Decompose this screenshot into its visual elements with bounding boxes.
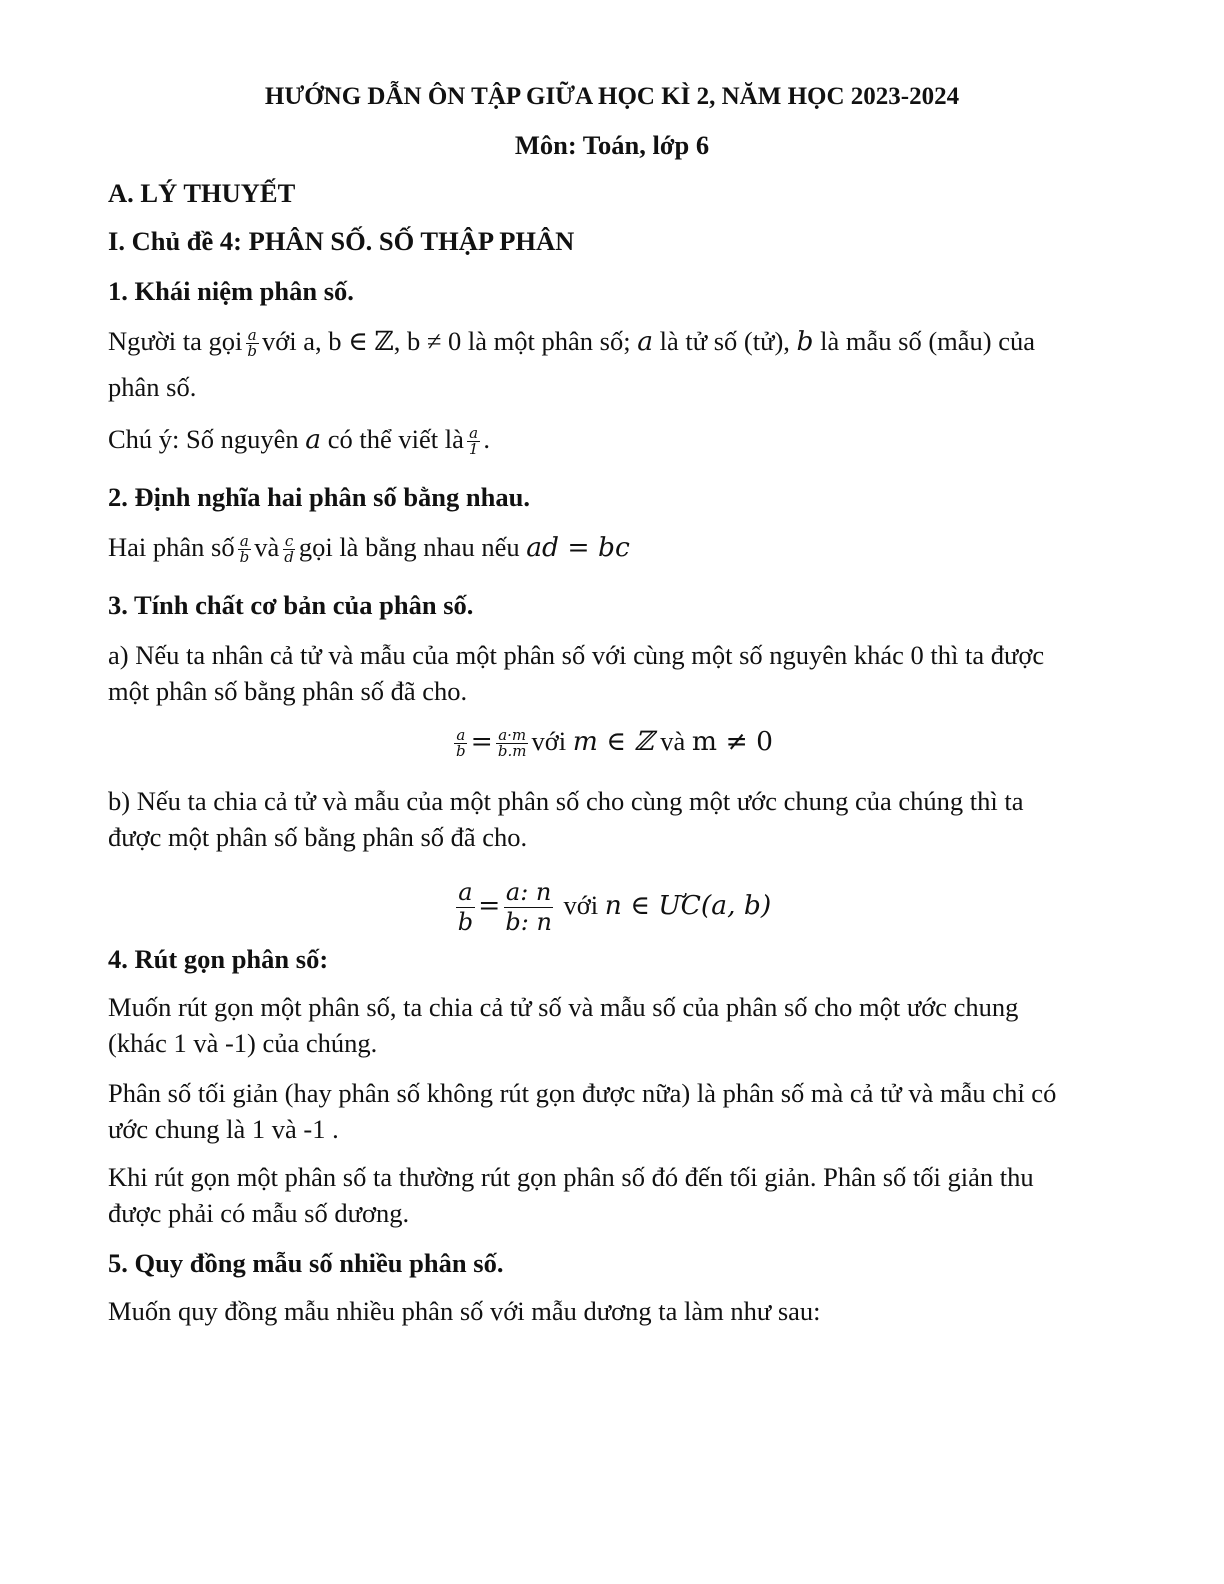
numerator: a bbox=[239, 531, 249, 550]
fraction-am-over-bm bbox=[496, 725, 529, 761]
text: Chú ý: Số nguyên bbox=[108, 424, 299, 454]
heading-5: 5. Quy đồng mẫu số nhiều phân số. bbox=[108, 1248, 504, 1278]
equation: ad = bc bbox=[526, 532, 630, 563]
text: với bbox=[563, 889, 599, 920]
equals-sign: = bbox=[470, 726, 493, 757]
text: là mẫu số (mẫu) của bbox=[820, 326, 1036, 356]
fraction-an-over-bn bbox=[503, 880, 554, 935]
denominator: b bbox=[247, 342, 257, 361]
fraction-a-over-b bbox=[238, 531, 252, 567]
numerator: a·m bbox=[498, 725, 527, 744]
denominator: 1 bbox=[468, 440, 479, 459]
text: và bbox=[254, 532, 280, 562]
rule-a-line-1: a) Nếu ta nhân cả tử và mẫu của một phân số với cùng một số nguyên khác 0 thì ta được bbox=[108, 640, 1045, 670]
formula-multiply bbox=[0, 724, 1224, 760]
variable-a: a bbox=[305, 424, 322, 455]
heading-3: 3. Tính chất cơ bản của phân số. bbox=[108, 590, 474, 620]
paragraph-5-1: Muốn quy đồng mẫu nhiều phân số với mẫu dương ta làm như sau: bbox=[108, 1296, 821, 1326]
text: có thể viết là bbox=[327, 424, 464, 454]
condition: m ∈ ℤ bbox=[572, 726, 654, 757]
numerator: a bbox=[247, 325, 257, 344]
denominator: b bbox=[457, 908, 474, 937]
text: . bbox=[483, 424, 491, 454]
fraction-a-over-b bbox=[454, 725, 468, 761]
heading-4: 4. Rút gọn phân số: bbox=[108, 944, 329, 974]
numerator: a bbox=[456, 880, 474, 908]
text: gọi là bằng nhau nếu bbox=[298, 532, 520, 562]
paragraph-1-line-2: phân số. bbox=[108, 372, 197, 402]
text: là tử số (tử), bbox=[659, 326, 790, 356]
fraction-a-over-b bbox=[456, 880, 475, 935]
heading-1: 1. Khái niệm phân số. bbox=[108, 276, 354, 306]
document-subtitle: Môn: Toán, lớp 6 bbox=[514, 130, 710, 160]
rule-a-line-2: một phân số bằng phân số đã cho. bbox=[108, 676, 468, 706]
denominator: b bbox=[456, 742, 466, 761]
topic-heading: I. Chủ đề 4: PHÂN SỐ. SỐ THẬP PHÂN bbox=[108, 226, 575, 256]
paragraph-4-2-line-1: Phân số tối giản (hay phân số không rút gọn được nữa) là phân số mà cả tử và mẫu chỉ có bbox=[108, 1078, 1057, 1108]
paragraph-1-line-1 bbox=[108, 324, 1035, 360]
denominator: b.m bbox=[497, 742, 527, 761]
rule-b-line-2: được một phân số bằng phân số đã cho. bbox=[108, 822, 528, 852]
numerator: a: n bbox=[504, 880, 553, 908]
condition: m ≠ 0 bbox=[691, 726, 773, 757]
numerator: a bbox=[456, 725, 466, 744]
variable-b: b bbox=[796, 326, 814, 357]
paragraph-4-3-line-2: được phải có mẫu số dương. bbox=[108, 1198, 410, 1228]
paragraph-4-2-line-2: ước chung là 1 và -1 . bbox=[108, 1114, 339, 1144]
document-title: HƯỚNG DẪN ÔN TẬP GIỮA HỌC KÌ 2, NĂM HỌC 2023-2024 bbox=[264, 83, 960, 110]
paragraph-4-3-line-1: Khi rút gọn một phân số ta thường rút gọn phân số đó đến tối giản. Phân số tối giản thu bbox=[108, 1162, 1034, 1192]
text: là một phân số; bbox=[467, 326, 631, 356]
fraction-a-over-b bbox=[245, 325, 259, 361]
rule-b-line-1: b) Nếu ta chia cả tử và mẫu của một phân số cho cùng một ước chung của chúng thì ta bbox=[108, 786, 1024, 816]
denominator: b bbox=[239, 548, 250, 567]
definition-line bbox=[108, 530, 630, 566]
heading-2: 2. Định nghĩa hai phân số bằng nhau. bbox=[108, 482, 531, 512]
text: với bbox=[531, 726, 567, 756]
variable-a: a bbox=[637, 326, 653, 357]
section-a-heading: A. LÝ THUYẾT bbox=[108, 178, 296, 208]
paragraph-4-1-line-1: Muốn rút gọn một phân số, ta chia cả tử số và mẫu số của phân số cho một ước chung bbox=[108, 992, 1019, 1022]
denominator: d bbox=[284, 548, 294, 567]
note-line bbox=[108, 422, 490, 458]
fraction-c-over-d bbox=[282, 531, 296, 567]
paragraph-4-1-line-2: (khác 1 và -1) của chúng. bbox=[108, 1028, 378, 1058]
formula-divide bbox=[0, 880, 1224, 935]
equals-sign: = bbox=[478, 889, 501, 921]
text: Hai phân số bbox=[108, 532, 235, 562]
text: với a, b ∈ ℤ, b ≠ 0 bbox=[261, 326, 462, 356]
numerator: c bbox=[284, 531, 294, 550]
text: và bbox=[660, 726, 686, 756]
condition: n ∈ ƯC(a, b) bbox=[604, 889, 772, 921]
text: Người ta gọi bbox=[108, 326, 243, 356]
denominator: b: n bbox=[505, 908, 552, 937]
numerator: a bbox=[469, 423, 479, 442]
fraction-a-over-1 bbox=[467, 423, 481, 459]
